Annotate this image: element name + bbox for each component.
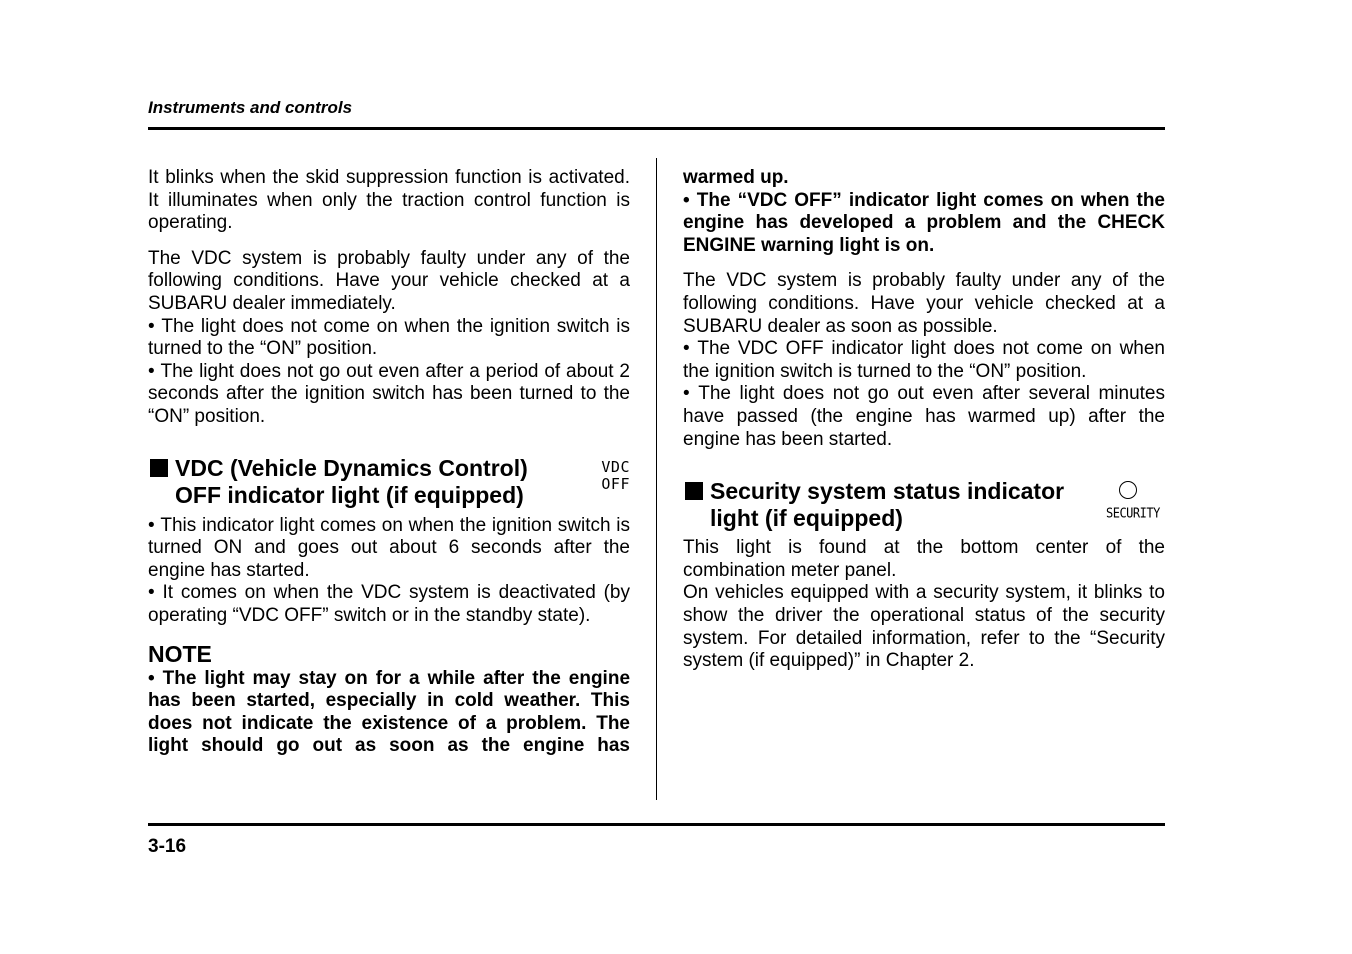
section-heading: Security system status indicator light (if equipped): [683, 478, 1100, 532]
indicator-lamp-icon: [1119, 481, 1137, 499]
bullet-item: • The VDC OFF indicator light does not come on when the ignition switch is turned to the “ON” position.: [683, 338, 1165, 383]
note-continuation: warmed up.: [683, 167, 789, 188]
bullet-item: • The light does not go out even after a period of about 2 seconds after the ignition switch has been turned to the “ON” position.: [148, 361, 630, 429]
paragraph: On vehicles equipped with a security system, it blinks to show the driver the operational status of the security system. For detailed information, refer to the “Security system (if equipped)” in Chapter 2.: [683, 582, 1165, 672]
heading-square-icon: [685, 482, 703, 500]
bullet-item: • This indicator light comes on when the ignition switch is turned ON and goes out about 6 seconds after the engine has started.: [148, 515, 630, 583]
header-rule: [148, 127, 1165, 130]
section-heading: VDC (Vehicle Dynamics Control) OFF indicator light (if equipped): [148, 455, 565, 509]
running-header: Instruments and controls: [148, 98, 353, 117]
right-column: [683, 167, 1165, 673]
column-divider: [656, 158, 657, 800]
heading-square-icon: [150, 459, 168, 477]
bullet-item: • The light does not go out even after several minutes have passed (the engine has warmed up) after the engine has been started.: [683, 383, 1165, 451]
page-number: 3-16: [148, 836, 187, 857]
bullet-item: • The light does not come on when the ignition switch is turned to the “ON” position.: [148, 316, 630, 361]
note-bullet: • The “VDC OFF” indicator light comes on when the engine has developed a problem and the CHECK ENGINE warning light is on.: [683, 190, 1165, 258]
security-section-heading: [683, 478, 1165, 532]
footer-rule: [148, 823, 1165, 826]
paragraph: This light is found at the bottom center of the combination meter panel.: [683, 537, 1165, 581]
bullet-item: • It comes on when the VDC system is deactivated (by operating “VDC OFF” switch or in the standby state).: [148, 582, 630, 627]
vdc-off-indicator-icon: VDC OFF: [601, 457, 630, 493]
note-bullet: • The light may stay on for a while after the engine has been started, especially in cold weather. This does not indicate the existence of a problem. The light should go out as soon as the engine has: [148, 668, 630, 758]
paragraph: It blinks when the skid suppression function is activated. It illuminates when only the traction control function is operating.: [148, 167, 630, 234]
paragraph: The VDC system is probably faulty under any of the following conditions. Have your vehicle checked at a SUBARU dealer as soon as possible.: [683, 270, 1165, 337]
security-indicator-icon: SECURITY: [1105, 478, 1165, 518]
vdc-off-section-heading: [148, 455, 630, 509]
left-column: [148, 167, 630, 758]
paragraph: The VDC system is probably faulty under any of the following conditions. Have your vehicle checked at a SUBARU dealer immediately.: [148, 247, 630, 314]
note-title: NOTE: [148, 640, 212, 667]
